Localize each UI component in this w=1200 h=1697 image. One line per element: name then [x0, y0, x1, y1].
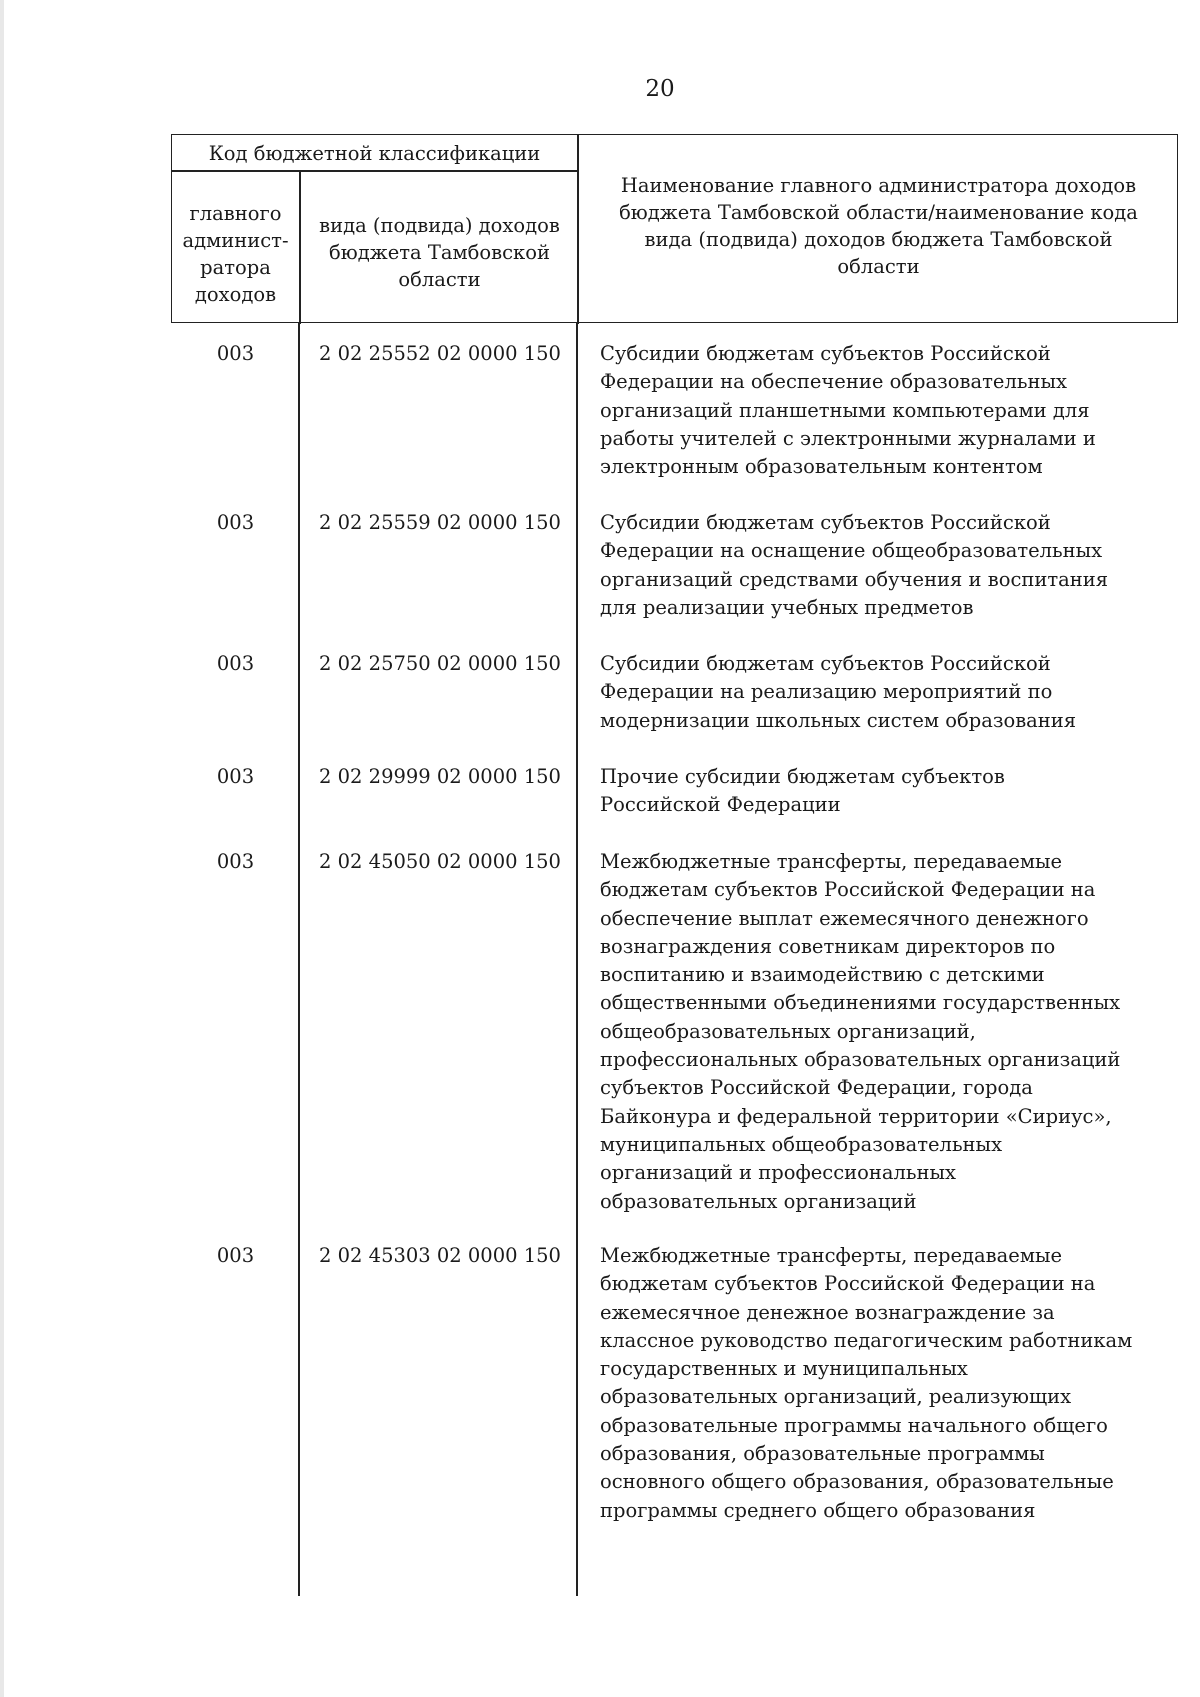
- row-income-name: Субсидии бюджетам субъектов Российской Федерации на реализацию мероприятий по модернизации школьных систем образования: [600, 652, 1077, 732]
- row-income-name: Субсидии бюджетам субъектов Российской Федерации на обеспечение образовательных организаций планшетными компьютерами для работы учителей с электронными журналами и электронным образовательным контентом: [600, 342, 1096, 479]
- row-admin-code: 003: [216, 342, 255, 365]
- header-divider-name: [577, 135, 579, 324]
- row-admin-code: 003: [216, 850, 255, 873]
- row-income-code: 2 02 29999 02 0000 150: [319, 765, 561, 788]
- row-income-code: 2 02 25552 02 0000 150: [319, 342, 561, 365]
- row-income-code: 2 02 25750 02 0000 150: [319, 652, 561, 675]
- row-income-name: Субсидии бюджетам субъектов Российской Федерации на оснащение общеобразовательных организаций средствами обучения и воспитания для реализации учебных предметов: [600, 511, 1109, 619]
- header-col-admin: главного админист- ратора доходов: [182, 202, 289, 306]
- row-income-name: Межбюджетные трансферты, передаваемые бюджетам субъектов Российской Федерации на ежемесячное денежное вознаграждение за классное руководство педагогическим работникам государственных и муниципальных образовательных организаций, реализующих образовательные программы начального общего образования, образовательные программы основного общего образования, образовательные программы среднего общего образования: [600, 1244, 1133, 1522]
- header-divider-group: [172, 170, 578, 172]
- scan-edge: [0, 0, 4, 1697]
- row-income-name: Межбюджетные трансферты, передаваемые бюджетам субъектов Российской Федерации на обеспечение выплат ежемесячного денежного вознаграждения советникам директоров по воспитанию и взаимодействию с детскими общественными объединениями государственных общеобразовательных организаций, профессиональных образовательных организаций субъектов Российской Федерации, города Байконура и федеральной территории «Сириус», муниципальных общеобразовательных организаций и профессиональных образовательных организаций: [600, 850, 1121, 1213]
- header-group-label: Код бюджетной классификации: [208, 142, 541, 165]
- row-income-code: 2 02 45303 02 0000 150: [319, 1244, 561, 1267]
- row-admin-code: 003: [216, 765, 255, 788]
- row-income-code: 2 02 45050 02 0000 150: [319, 850, 561, 873]
- row-income-name: Прочие субсидии бюджетам субъектов Российской Федерации: [600, 765, 1005, 817]
- row-admin-code: 003: [216, 652, 255, 675]
- row-admin-code: 003: [216, 511, 255, 534]
- table-header: [171, 134, 1178, 323]
- page-number: 20: [645, 76, 675, 102]
- header-divider-admin: [299, 171, 301, 324]
- row-income-code: 2 02 25559 02 0000 150: [319, 511, 561, 534]
- header-col-name: Наименование главного администратора доходов бюджета Тамбовской области/наименование кода вида (подвида) доходов бюджета Тамбовской области: [619, 174, 1138, 278]
- row-admin-code: 003: [216, 1244, 255, 1267]
- header-col-code: вида (подвида) доходов бюджета Тамбовской области: [319, 214, 560, 291]
